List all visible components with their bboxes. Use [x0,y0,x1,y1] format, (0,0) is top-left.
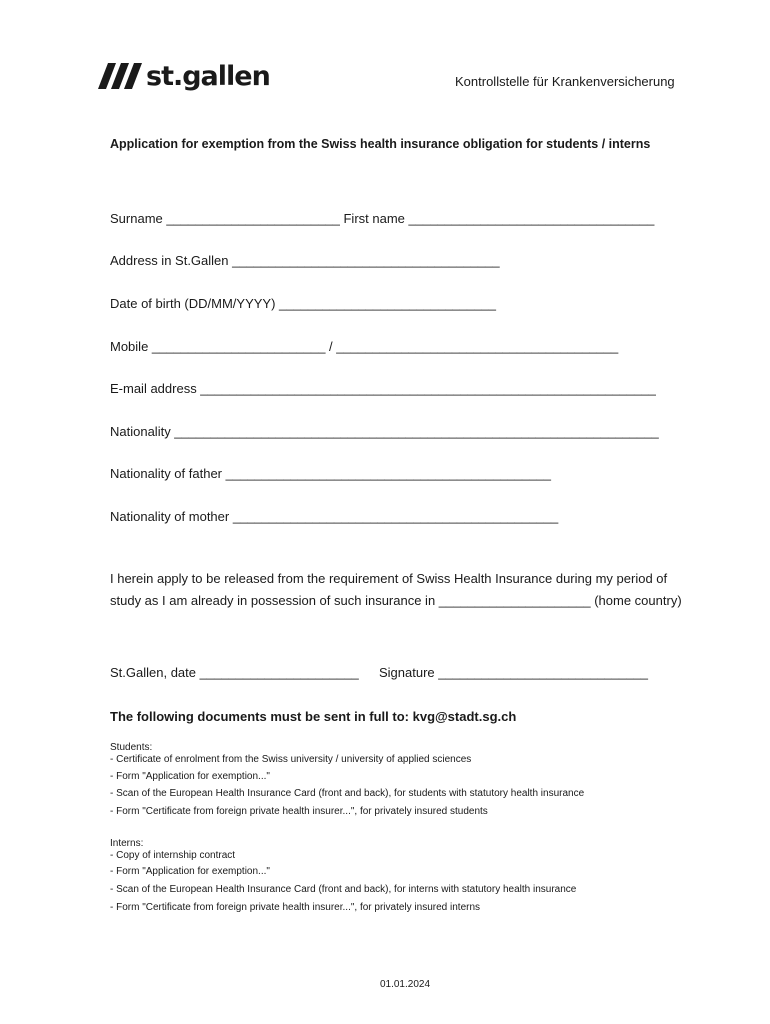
interns-label: Interns: [110,838,144,849]
list-item: - Form "Application for exemption..." [110,771,270,782]
list-item: - Certificate of enrolment from the Swiss university / university of applied sciences [110,754,472,765]
list-item: - Copy of internship contract [110,850,236,861]
address-field[interactable]: Address in St.Gallen _____________________________________ [110,253,500,268]
nationality-mother-field[interactable]: Nationality of mother _____________________________________________ [110,509,559,524]
logo-wordmark: st.gallen [146,60,270,92]
students-label: Students: [110,742,153,753]
list-item: - Form "Certificate from foreign private health insurer...", for privately insured students [110,806,488,817]
declaration-line-1: I herein apply to be released from the requirement of Swiss Health Insurance during my period of [110,571,668,586]
st-gallen-slashes-icon [98,63,142,89]
mobile-field[interactable]: Mobile ________________________ / _______________________________________ [110,339,619,354]
declaration-line-2[interactable]: study as I am already in possession of such insurance in _____________________ (home country) [110,593,682,608]
st-gallen-logo [98,56,270,96]
nationality-father-field[interactable]: Nationality of father _____________________________________________ [110,466,551,481]
list-item: - Form "Application for exemption..." [110,866,270,877]
list-item: - Scan of the European Health Insurance Card (front and back), for students with statutory health insurance [110,788,585,799]
list-item: - Form "Certificate from foreign private health insurer...", for privately insured interns [110,902,481,913]
surname-firstname-field[interactable]: Surname ________________________ First name __________________________________ [110,211,655,226]
signature-field[interactable]: Signature _____________________________ [379,665,648,680]
nationality-field[interactable]: Nationality ___________________________________________________________________ [110,424,659,439]
email-field[interactable]: E-mail address _______________________________________________________________ [110,381,656,396]
department-name: Kontrollstelle für Krankenversicherung [455,74,675,89]
document-date: 01.01.2024 [379,979,431,990]
place-date-field[interactable]: St.Gallen, date ______________________ [110,665,359,680]
list-item: - Scan of the European Health Insurance Card (front and back), for interns with statutory health insurance [110,884,577,895]
documents-heading: The following documents must be sent in full to: kvg@stadt.sg.ch [110,709,517,724]
date-of-birth-field[interactable]: Date of birth (DD/MM/YYYY) ______________________________ [110,296,496,311]
form-title: Application for exemption from the Swiss health insurance obligation for students / interns [110,137,651,151]
